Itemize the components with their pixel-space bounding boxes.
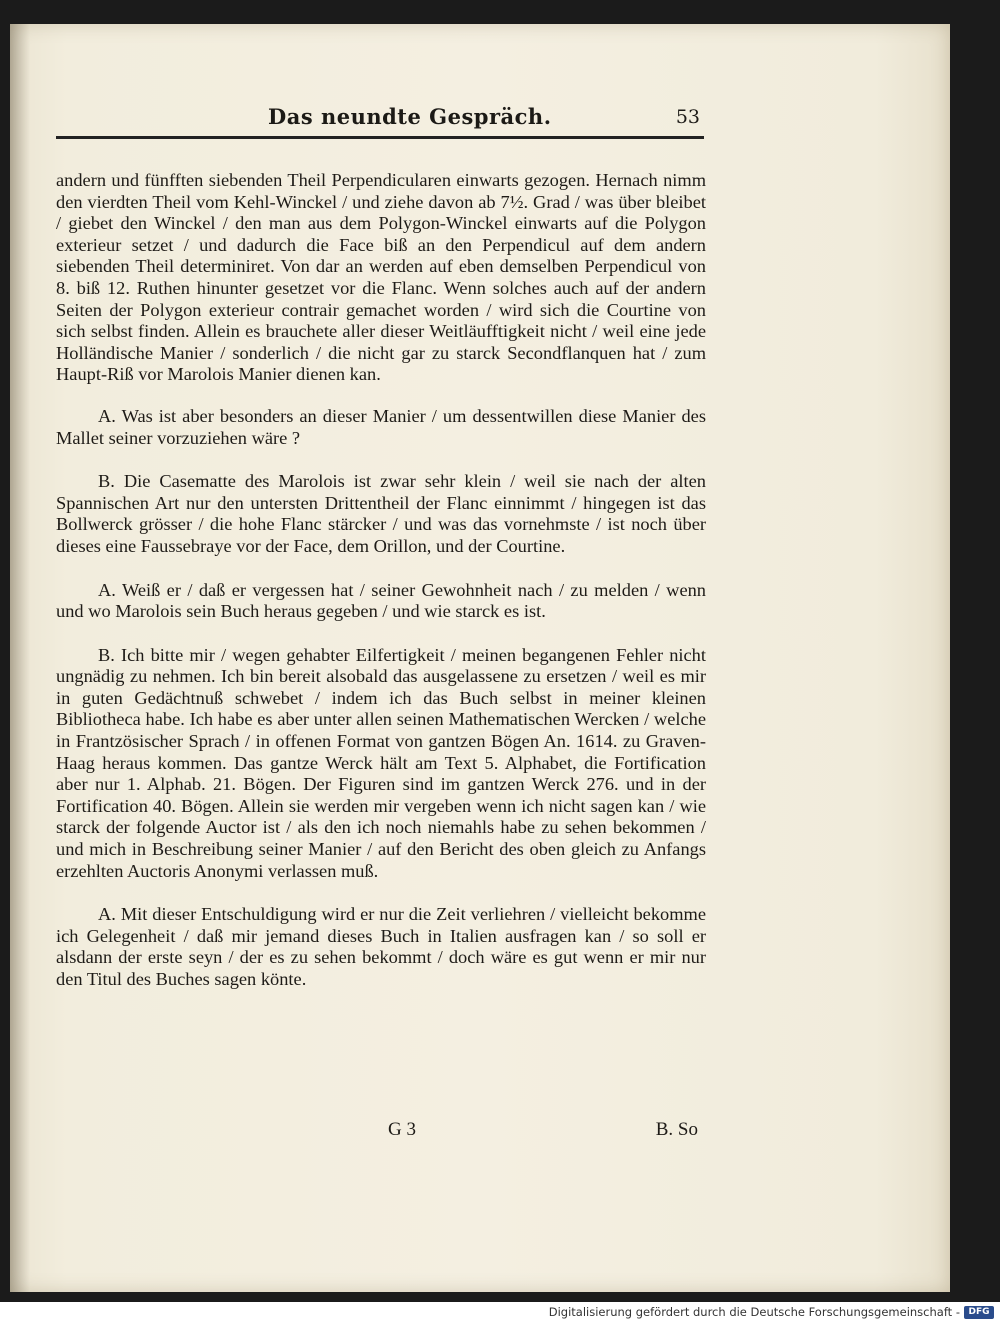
- running-title: Das neundte Gespräch.: [268, 104, 552, 129]
- credit-bar: [0, 1302, 1000, 1324]
- speaker-label: B.: [98, 644, 115, 665]
- paragraph-text: Die Casematte des Marolois ist zwar sehr klein / weil sie nach der alten Spannischen Art nur den untersten Drittentheil der Flanc einnimmt / hingegen ist das Bollwerck grösser / die hohe Flanc stärcker / und was das vornehmste / ist noch über dieses eine Faussebraye vor der Face, dem Orillon, und der Courtine.: [56, 471, 706, 556]
- page-header: [56, 102, 704, 139]
- signature-mark: G 3: [388, 1119, 416, 1140]
- paragraph-text: Weiß er / daß er vergessen hat / seiner Gewohnheit nach / zu melden / wenn und wo Marolois sein Buch heraus gegeben / und wie starck es ist.: [56, 579, 706, 622]
- paragraph: [56, 580, 706, 623]
- page-body: [56, 170, 706, 1013]
- paragraph: [56, 904, 706, 990]
- book-page: [10, 24, 950, 1292]
- page-footer: [56, 1119, 706, 1147]
- paragraph-text: Mit dieser Entschuldigung wird er nur die Zeit verliehren / vielleicht bekomme ich Gelegenheit / daß mir jemand dieses Buch in Italien ausfragen kan / so soll er alsdann der erste seyn / der es zu sehen bekommt / doch wäre es gut wenn er mir nur den Titul des Buches sagen könte.: [56, 904, 706, 989]
- paragraph: [56, 645, 706, 883]
- credit-text: Digitalisierung gefördert durch die Deutsche Forschungsgemeinschaft -: [548, 1305, 960, 1319]
- paragraph-text: andern und fünfften siebenden Theil Perpendicularen einwarts gezogen. Hernach nimm den vierdten Theil vom Kehl-Winckel / und ziehe davon ab 7½. Grad / was über bleibet / giebet den Winckel / den man aus dem Polygon-Winckel einwarts auf die Polygon exterieur setzet / und dadurch die Face biß an den Perpendicul auf dem andern siebenden Theil determiniret. Von dar an werden auf eben demselben Perpendicul von 8. biß 12. Ruthen hinunter gesetzet vor die Flanc. Wenn solches auch auf der andern Seiten der Polygon exterieur contrair gemachet worden / wird sich die Courtine von sich selbst finden. Allein es brauchete aller dieser Weitläufftigkeit nicht / weil eine jede Holländische Manier / sonderlich / die nicht gar zu starck Secondflanquen hat / zum Haupt-Riß vor Marolois Manier dienen kan.: [56, 170, 706, 385]
- speaker-label: B.: [98, 471, 115, 492]
- paragraph-text: Was ist aber besonders an dieser Manier / um dessentwillen diese Manier des Mallet seiner vorzuziehen wäre ?: [56, 405, 706, 448]
- paragraph: [56, 406, 706, 449]
- speaker-label: A.: [98, 904, 116, 925]
- paragraph: [56, 170, 706, 386]
- paragraph: [56, 471, 706, 557]
- speaker-label: A.: [98, 579, 116, 600]
- paragraph-text: Ich bitte mir / wegen gehabter Eilfertigkeit / meinen begangenen Fehler nicht ungnädig zu nehmen. Ich bin bereit alsobald das ausgelassene zu ersetzen / weil es mir in guten Gedächtnuß schwebet / indem ich das Buch selbst in meiner kleinen Bibliotheca habe. Ich habe es aber unter allen seinen Mathematischen Wercken / welche in Frantzösischer Sprach / in offenen Format von gantzen Bögen An. 1614. zu Graven-Haag heraus kommen. Das gantze Werck hält am Text 5. Alphabet, die Fortification aber nur 1. Alphab. 21. Bögen. Der Figuren sind im gantzen Werck 276. und in der Fortification 40. Bögen. Allein sie werden mir vergeben wenn ich nicht sagen kan / wie starck der folgende Auctor ist / als den ich noch niemahls habe zu sehen bekommen / und mich in Beschreibung seiner Manier / auf den Bericht des oben gleich zu Anfangs erzehlten Auctoris Anonymi verlassen muß.: [56, 644, 706, 881]
- page-number: 53: [675, 106, 700, 128]
- catchword: B. So: [655, 1119, 698, 1140]
- speaker-label: A.: [98, 405, 116, 426]
- dfg-logo-icon: DFG: [964, 1306, 994, 1319]
